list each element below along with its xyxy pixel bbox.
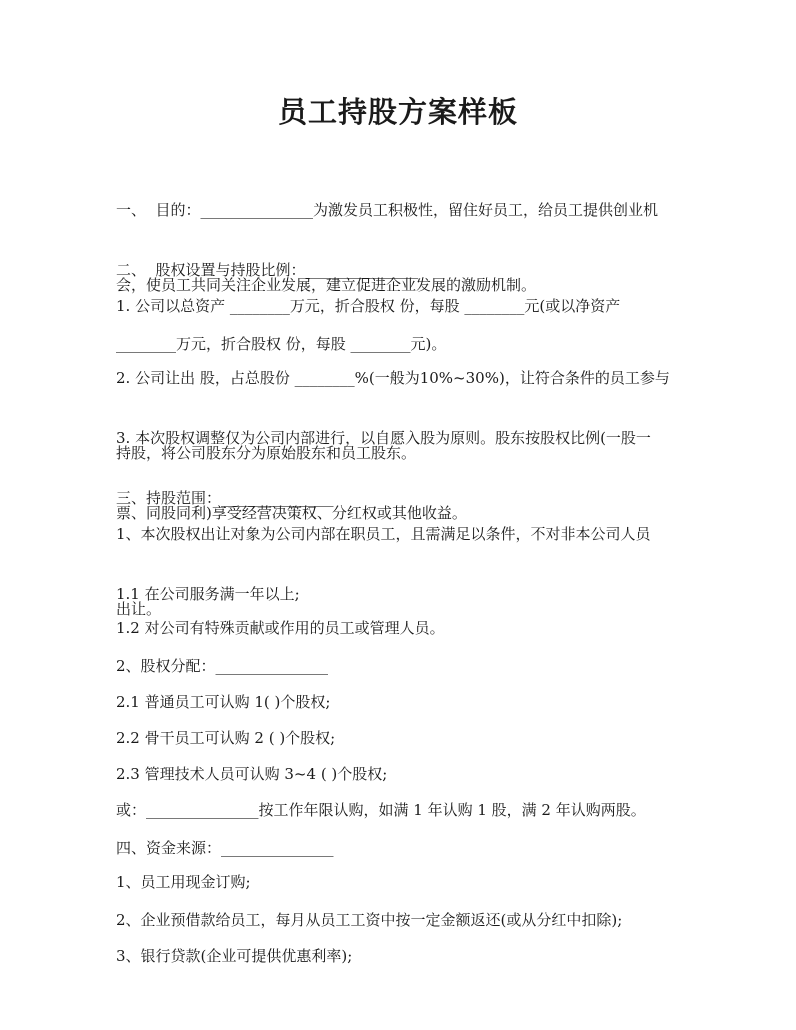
text-line: 1. 公司以总资产 ________万元，折合股权 份，每股 ________元(或以净资产 xyxy=(116,297,621,315)
text-line: 或：_______________按工作年限认购，如满 1 年认购 1 股，满 2 年认购两股。 xyxy=(116,801,646,819)
text-line: 四、资金来源：_______________ xyxy=(116,839,334,857)
text-line: 会，使员工共同关注企业发展，建立促进企业发展的激励机制。 xyxy=(116,276,537,294)
document-title: 员工持股方案样板 xyxy=(277,95,518,129)
text-line: 3、银行贷款(企业可提供优惠利率); xyxy=(116,947,353,965)
text-line: 2.2 骨干员工可认购 2 ( )个股权; xyxy=(116,729,336,747)
text-line: 1.2 对公司有特殊贡献或作用的员工或管理人员。 xyxy=(116,619,445,637)
text-line: 2.3 管理技术人员可认购 3~4 ( )个股权; xyxy=(116,765,388,783)
text-line: 1、本次股权出让对象为公司内部在职员工，且需满足以条件，不对非本公司人员 xyxy=(116,525,651,543)
text-line: ________万元，折合股权 份，每股 ________元)。 xyxy=(116,335,447,353)
text-line: 2、企业预借款给员工，每月从员工工资中按一定金额返还(或从分红中扣除); xyxy=(116,911,623,929)
text-line: 票、同股同利)享受经营决策权、分红权或其他收益。 xyxy=(116,504,467,522)
text-line: 二、 股权设置与持股比例：_______________ xyxy=(116,261,419,279)
text-line: 2. 公司让出 股，占总股份 ________%(一般为10%~30%)，让符合条件的员工参与 xyxy=(116,369,670,387)
text-line: 2.1 普通员工可认购 1( )个股权; xyxy=(116,693,331,711)
text-line: 1、员工用现金订购; xyxy=(116,873,251,891)
text-line: 出让。 xyxy=(116,600,162,618)
text-line: 一、 目的：_______________为激发员工积极性，留住好员工，给员工提供创业机 xyxy=(116,201,659,219)
text-line: 2、股权分配：_______________ xyxy=(116,657,329,675)
text-line: 3. 本次股权调整仅为公司内部进行，以自愿入股为原则。股东按股权比例(一股一 xyxy=(116,429,651,447)
paragraph-funding-3 xyxy=(116,894,682,1019)
text-line: 1.1 在公司服务满一年以上; xyxy=(116,585,300,603)
text-line: 持股，将公司股东分为原始股东和员工股东。 xyxy=(116,444,417,462)
text-line: 三、持股范围：_______________ xyxy=(116,489,334,507)
